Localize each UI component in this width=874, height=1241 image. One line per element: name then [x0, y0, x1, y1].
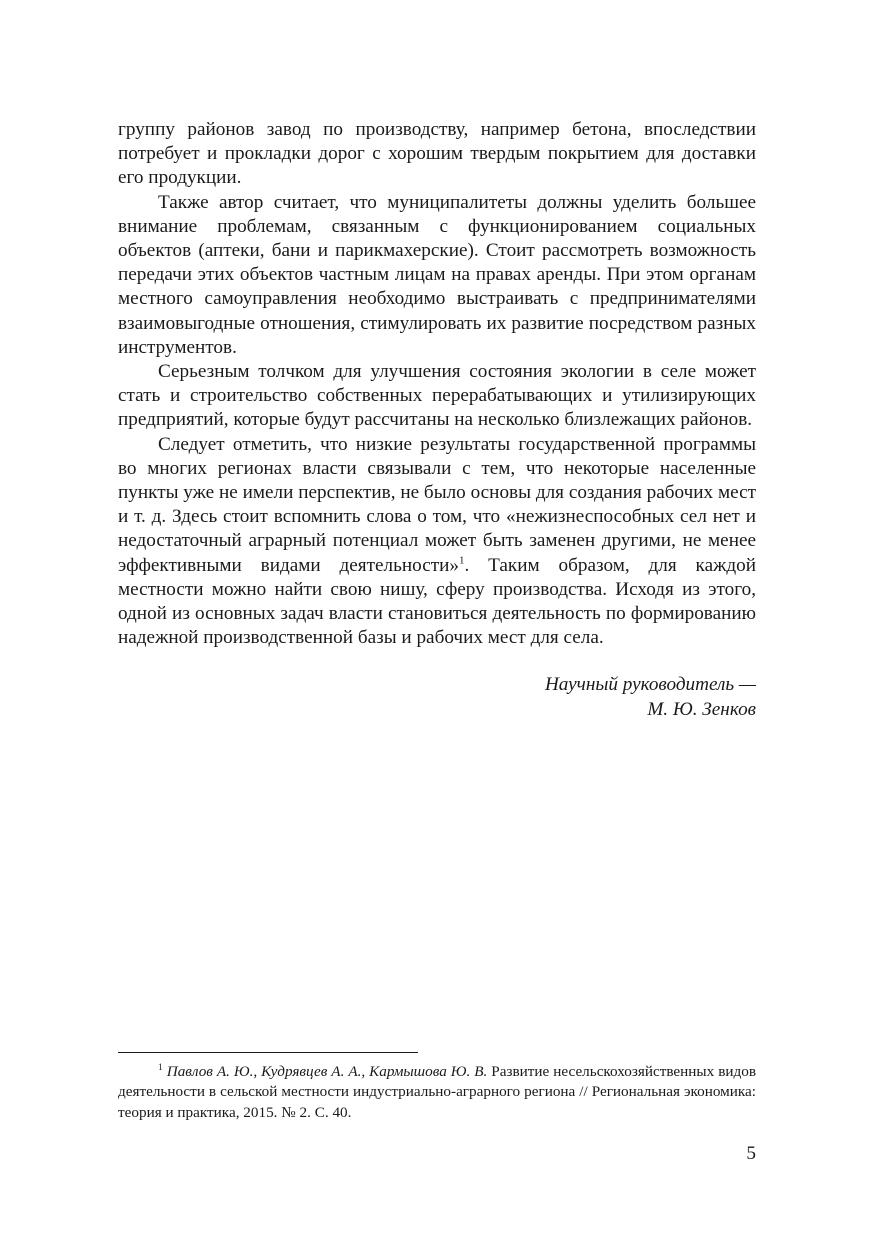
signature-block: [118, 673, 756, 721]
page-body: [118, 118, 756, 722]
page-number: 5: [746, 1143, 756, 1164]
footnote-authors: Павлов А. Ю., Кудрявцев А. А., Кармышова Ю. В.: [166, 1063, 488, 1080]
signature-role: Научный руководитель —: [544, 674, 756, 696]
signature-name: М. Ю. Зенков: [647, 698, 756, 720]
paragraph-4: [118, 433, 756, 651]
paragraph-4-text-before-ref: Следует отметить, что низкие результаты государственной программы во многих регионах власти связывали с тем, что некоторые населенные пункты уже не имели перспектив, не было основы для создания рабочих мест и т. д. Здесь стоит вспомнить слова о том, что «нежизнеспособных сел нет и недостаточный аграрный потенциал может быть заменен другими, не менее эффективными видами деятельности»: [118, 433, 756, 576]
paragraph-3: Серьезным толчком для улучшения состояния экологии в селе может стать и строительство собственных перерабатывающих и утилизирующих предприятий, которые будут рассчитаны на несколько близлежащих районов.: [118, 361, 756, 431]
paragraph-2: Также автор считает, что муниципалитеты должны уделить большее внимание проблемам, связанным с функционированием социальных объектов (аптеки, бани и парикмахерские). Стоит рассмотреть возможность передачи этих объектов частным лицам на правах аренды. При этом органам местного самоуправления необходимо выстраивать с предпринимателями взаимовыгодные отношения, стимулировать их развитие посредством разных инструментов.: [118, 191, 756, 358]
footnote-divider: [118, 1052, 418, 1053]
paragraph-4-text-after-ref: . Таким образом, для каждой местности можно найти свою нишу, сферу производства. Исходя из этого, одной из основных задач власти становиться деятельность по формированию надежной производственной базы и рабочих мест для села.: [118, 554, 756, 649]
footnote-number: 1: [158, 1062, 163, 1073]
footnote-text: Развитие несельскохозяйственных видов деятельности в сельской местности индустриально-аграрного региона // Региональная экономика: теория и практика, 2015. № 2. С. 40.: [118, 1063, 756, 1121]
footnote-reference[interactable]: 1: [458, 554, 465, 567]
paragraph-1: группу районов завод по производству, например бетона, впоследствии потребует и прокладки дорог с хорошим твердым покрытием для доставки его продукции.: [118, 119, 756, 189]
footnote: [118, 1062, 756, 1123]
